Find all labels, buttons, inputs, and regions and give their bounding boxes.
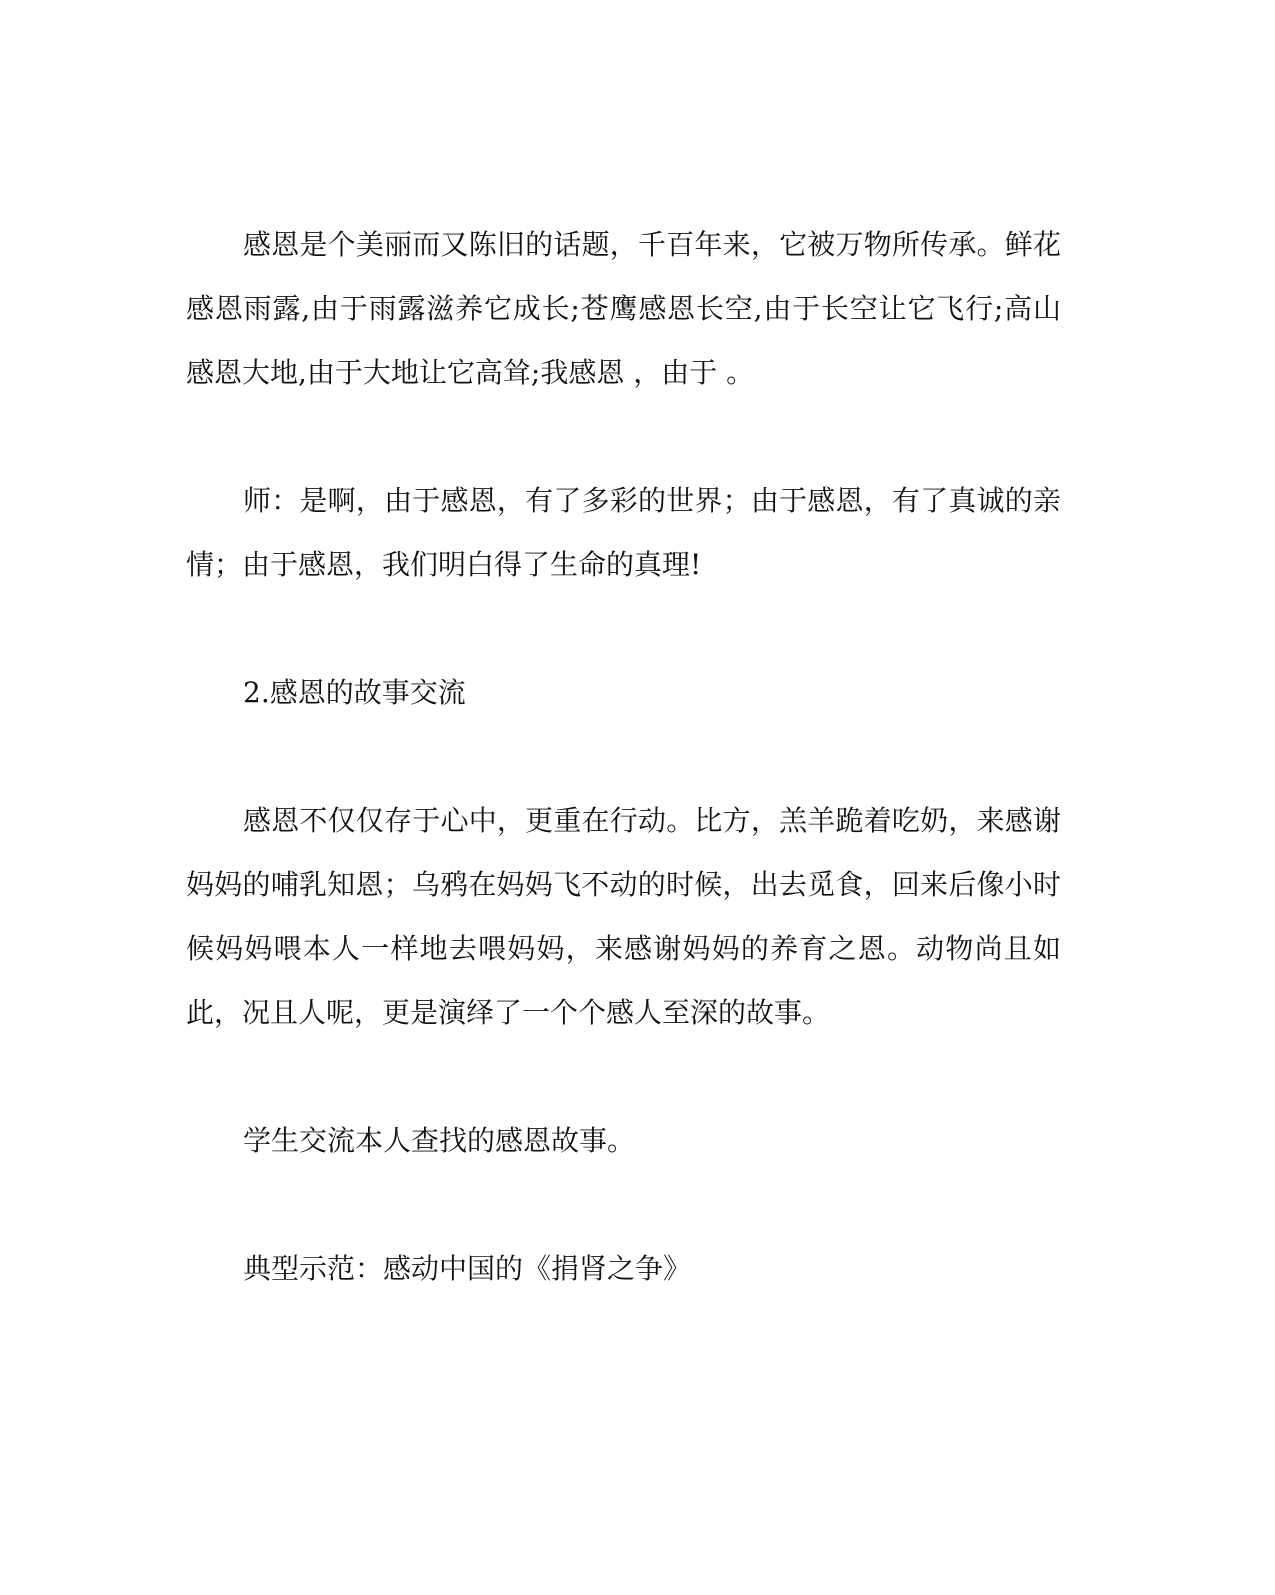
paragraph-typical-example: 典型示范：感动中国的《捐肾之争》 <box>243 1252 692 1285</box>
section-heading-story-exchange: 2.感恩的故事交流 <box>243 676 466 709</box>
paragraph-gratitude-in-action: 感恩不仅仅存于心中，更重在行动。比方，羔羊跪着吃奶，来感谢妈妈的哺乳知恩；乌鸦在妈妈飞不动的时候，出去觅食，回来后像小时候妈妈喂本人一样地去喂妈妈，来感谢妈妈的养育之恩。动物尚且如此，况且人呢，更是演绎了一个个感人至深的故事。 <box>186 804 1061 1029</box>
paragraph-teacher-remark: 师：是啊，由于感恩，有了多彩的世界；由于感恩，有了真诚的亲情；由于感恩，我们明白得了生命的真理! <box>186 484 1061 581</box>
paragraph-gratitude-intro: 感恩是个美丽而又陈旧的话题，千百年来，它被万物所传承。鲜花感恩雨露,由于雨露滋养它成长;苍鹰感恩长空,由于长空让它飞行;高山感恩大地,由于大地让它高耸;我感恩 ，由于 。 <box>186 228 1061 389</box>
paragraph-student-exchange: 学生交流本人查找的感恩故事。 <box>243 1124 636 1157</box>
